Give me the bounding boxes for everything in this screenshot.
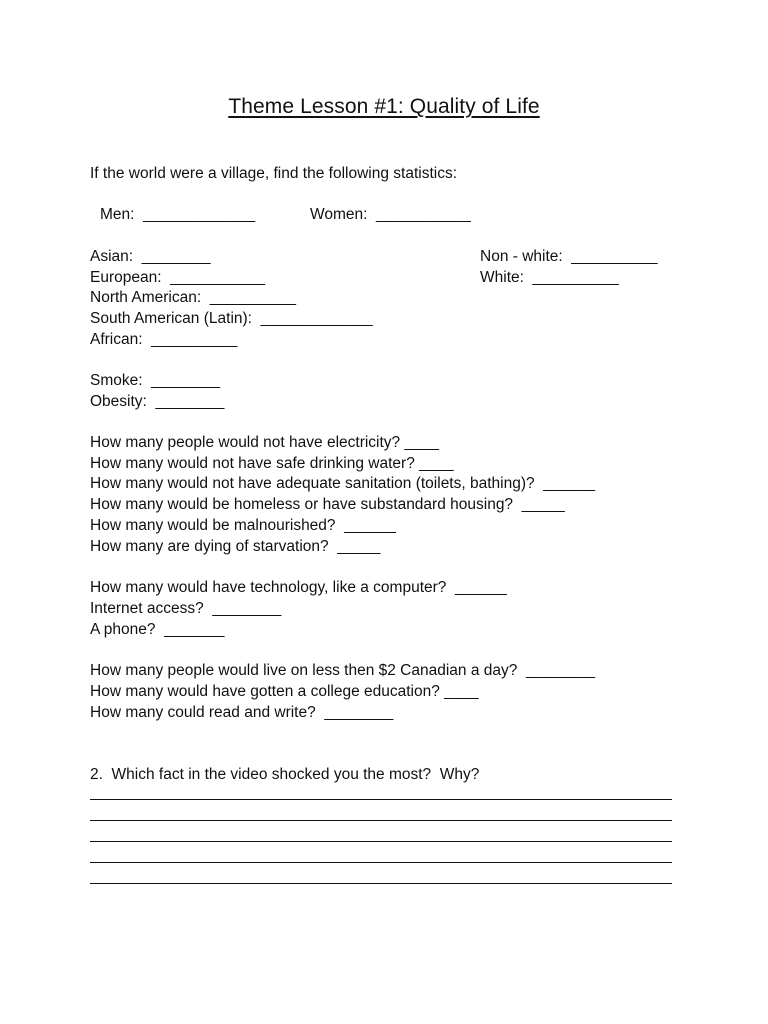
worksheet-title: Theme Lesson #1: Quality of Life (228, 95, 540, 118)
obesity-field: Obesity: ________ (90, 393, 225, 410)
question-college: How many would have gotten a college education? ____ (90, 683, 479, 700)
question-two-dollars: How many people would live on less then $2 Canadian a day? ________ (90, 662, 595, 679)
question-housing: How many would be homeless or have substandard housing? _____ (90, 496, 565, 513)
asian-field: Asian: ________ (90, 248, 211, 265)
south-american-field: South American (Latin): _____________ (90, 310, 373, 327)
question-phone: A phone? _______ (90, 621, 225, 638)
european-field: European: ___________ (90, 269, 265, 286)
question-internet: Internet access? ________ (90, 600, 282, 617)
african-field: African: __________ (90, 331, 238, 348)
question-electricity: How many people would not have electricity? ____ (90, 434, 439, 451)
answer-line (90, 799, 672, 800)
answer-line (90, 820, 672, 821)
answer-line (90, 883, 672, 884)
answer-line (90, 862, 672, 863)
smoke-field: Smoke: ________ (90, 372, 221, 389)
question-literacy: How many could read and write? ________ (90, 704, 394, 721)
question-malnourished: How many would be malnourished? ______ (90, 517, 396, 534)
white-field: White: __________ (480, 269, 619, 286)
question-starvation: How many are dying of starvation? _____ (90, 538, 381, 555)
answer-line (90, 841, 672, 842)
question-sanitation: How many would not have adequate sanitation (toilets, bathing)? ______ (90, 475, 595, 492)
intro-text: If the world were a village, find the following statistics: (90, 165, 458, 182)
question-computer: How many would have technology, like a computer? ______ (90, 579, 507, 596)
north-american-field: North American: __________ (90, 289, 296, 306)
question-2-prompt: 2. Which fact in the video shocked you the most? Why? (90, 766, 480, 783)
non-white-field: Non - white: __________ (480, 248, 658, 265)
question-drinking-water: How many would not have safe drinking water? ____ (90, 455, 454, 472)
men-field: Men: _____________ (100, 206, 256, 223)
women-field: Women: ___________ (310, 206, 471, 223)
